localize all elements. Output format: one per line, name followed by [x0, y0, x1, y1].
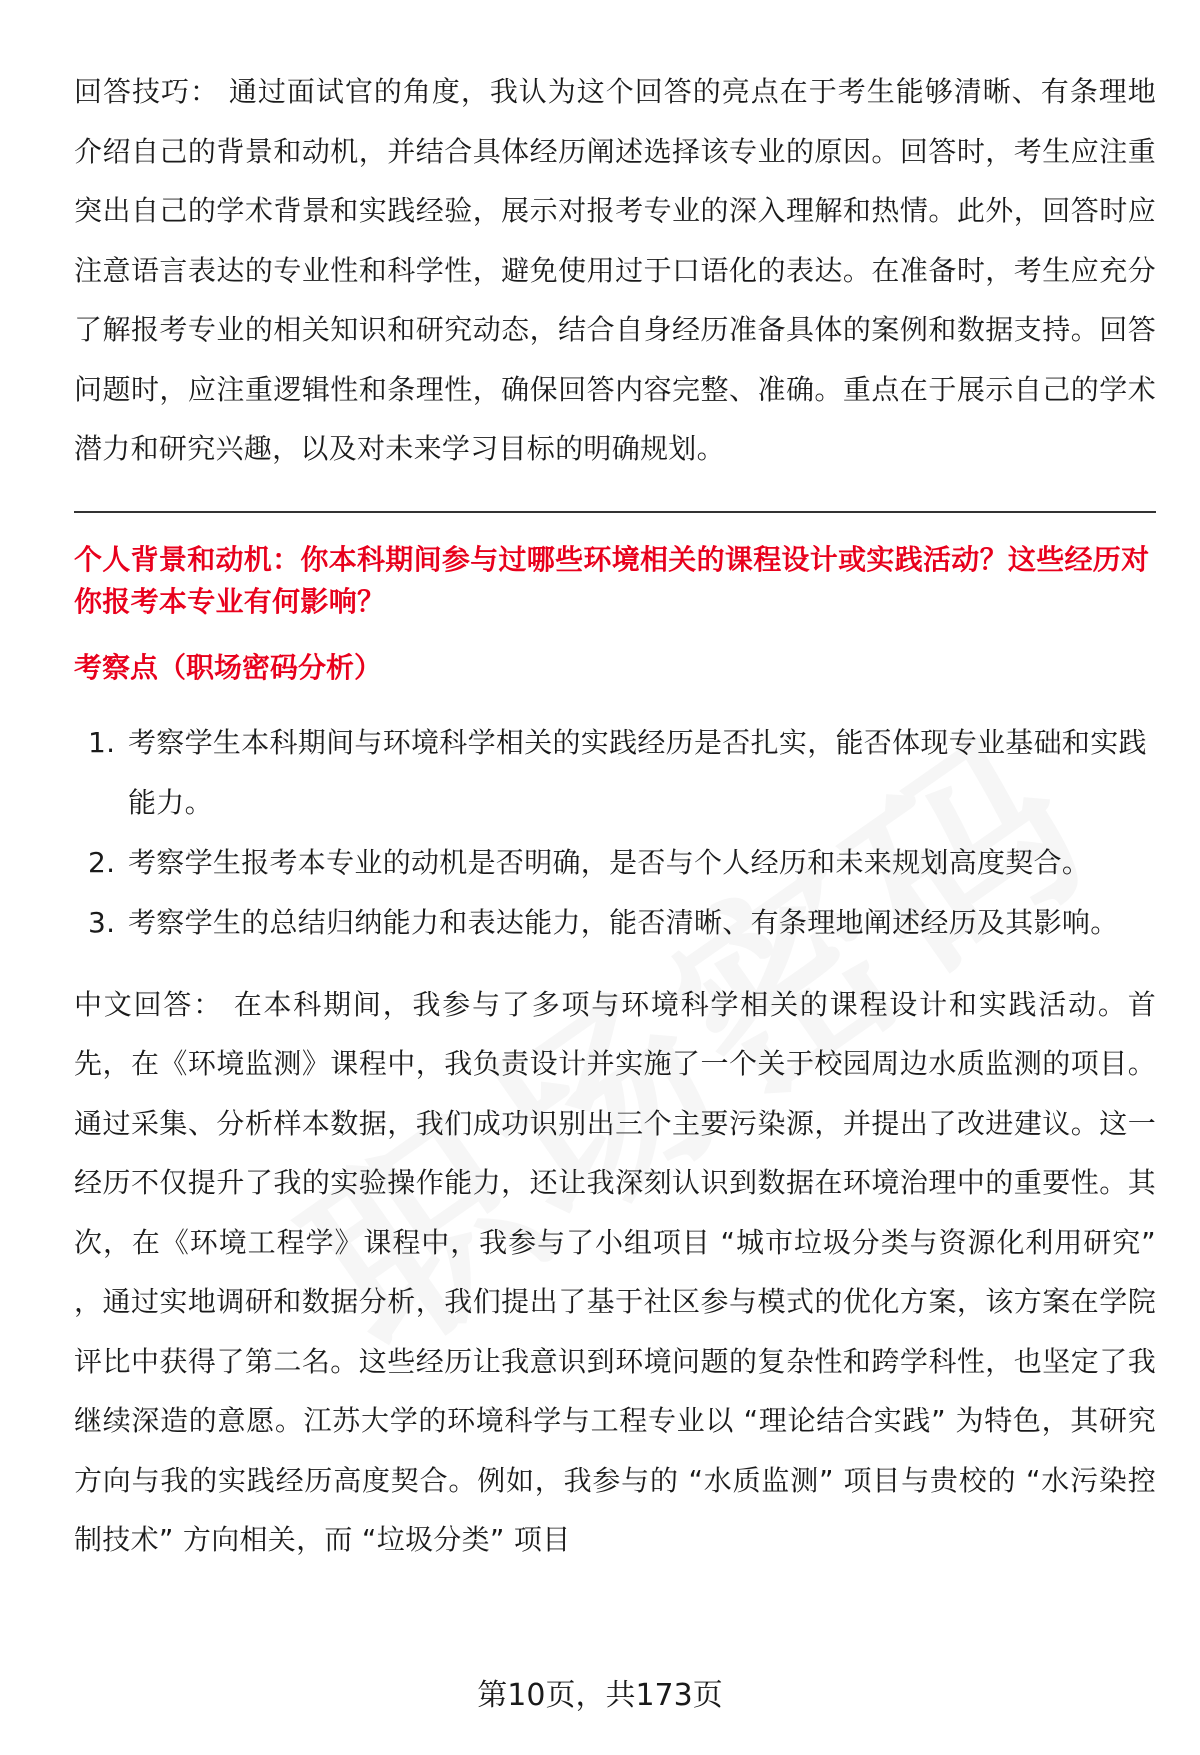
assessment-point: [74, 893, 1156, 953]
chinese-answer-paragraph: 中文回答： 在本科期间，我参与了多项与环境科学相关的课程设计和实践活动。首先，在《环境监测》课程中，我负责设计并实施了一个关于校园周边水质监测的项目。通过采集、分析样本数据，我们成功识别出三个主要污染源，并提出了改进建议。这一经历不仅提升了我的实验操作能力，还让我深刻认识到数据在环境治理中的重要性。其次，在《环境工程学》课程中，我参与了小组项目 “城市垃圾分类与资源化利用研究” ，通过实地调研和数据分析，我们提出了基于社区参与模式的优化方案，该方案在学院评比中获得了第二名。这些经历让我意识到环境问题的复杂性和跨学科性，也坚定了我继续深造的意愿。江苏大学的环境科学与工程专业以 “理论结合实践” 为特色，其研究方向与我的实践经历高度契合。例如，我参与的 “水质监测” 项目与贵校的 “水污染控制技术” 方向相关，而 “垃圾分类” 项目: [74, 987, 1156, 1556]
point-number: 3.: [88, 905, 116, 939]
point-text: 考察学生报考本专业的动机是否明确，是否与个人经历和未来规划高度契合。: [128, 845, 1091, 879]
document-page: [74, 62, 1156, 1570]
point-text: 考察学生的总结归纳能力和表达能力，能否清晰、有条理地阐述经历及其影响。: [128, 905, 1119, 939]
answer-tip-paragraph: 回答技巧： 通过面试官的角度，我认为这个回答的亮点在于考生能够清晰、有条理地介绍自己的背景和动机，并结合具体经历阐述选择该专业的原因。回答时，考生应注重突出自己的学术背景和实践经验，展示对报考专业的深入理解和热情。此外，回答时应注意语言表达的专业性和科学性，避免使用过于口语化的表达。在准备时，考生应充分了解报考专业的相关知识和研究动态，结合自身经历准备具体的案例和数据支持。回答问题时，应注重逻辑性和条理性，确保回答内容完整、准确。重点在于展示自己的学术潜力和研究兴趣，以及对未来学习目标的明确规划。: [74, 75, 1156, 465]
point-number: 2.: [88, 845, 116, 879]
point-number: 1.: [88, 725, 116, 759]
assessment-point: [74, 833, 1156, 893]
assessment-title: 考察点（职场密码分析）: [74, 650, 383, 684]
interview-question: 个人背景和动机：你本科期间参与过哪些环境相关的课程设计或实践活动？这些经历对你报考本专业有何影响？: [74, 542, 1150, 618]
section-divider: [74, 511, 1156, 513]
assessment-point: [74, 713, 1156, 833]
page-number-footer: 第10页，共173页: [477, 1678, 723, 1713]
assessment-points-list: [74, 713, 1156, 953]
point-text: 考察学生本科期间与环境科学相关的实践经历是否扎实，能否体现专业基础和实践能力。: [128, 725, 1147, 819]
